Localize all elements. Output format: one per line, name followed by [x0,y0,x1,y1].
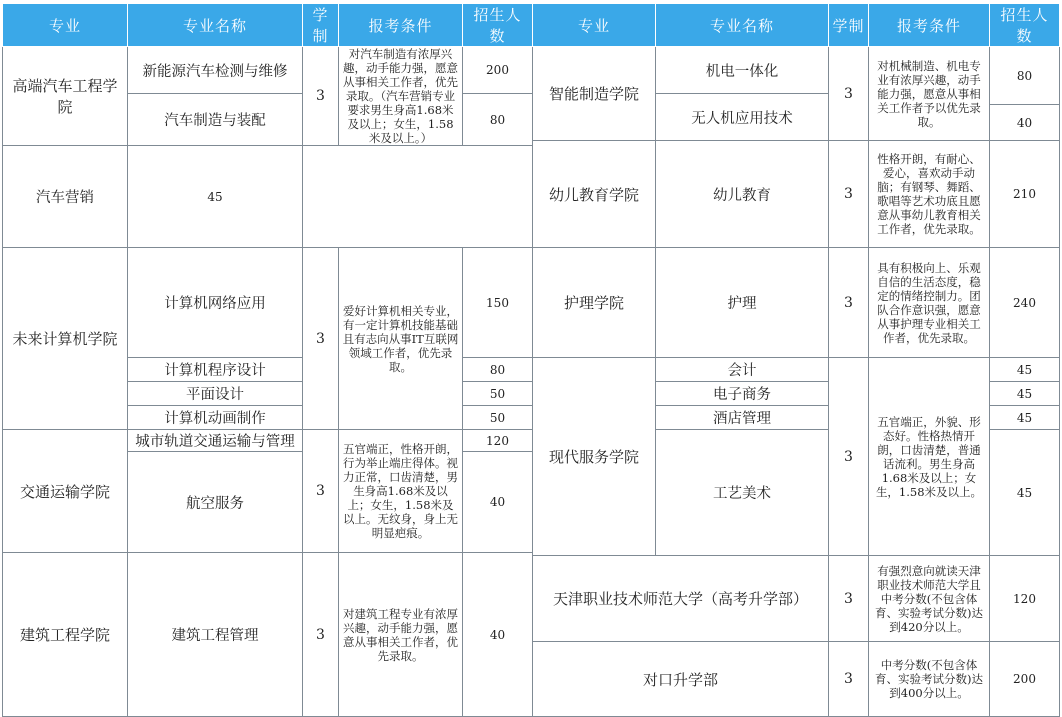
count-cell: 210 [990,141,1060,248]
header-major: 专业 [3,4,128,47]
condition-cell: 对汽车制造有浓厚兴趣，动手能力强，愿意从事相关工作者，优先录取。（汽车营销专业要求男生身高1.68米及以上；女生，1.58米及以上。） [339,47,463,146]
college-cell: 现代服务学院 [533,358,656,556]
years-cell: 3 [303,430,339,553]
college-cell: 幼儿教育学院 [533,141,656,248]
condition-cell: 五官端正，外貌、形态好。性格热情开朗，口齿清楚，普通话流利。男生身高1.68米及以上；女生，1.58米及以上。 [869,358,990,556]
condition-cell: 爱好计算机相关专业，有一定计算机技能基础且有志向从事IT互联网领域工作者，优先录取。 [339,248,463,430]
college-cell: 护理学院 [533,248,656,358]
years-cell: 3 [303,47,339,146]
major-cell: 汽车制造与装配 [128,94,303,146]
count-cell: 45 [990,430,1060,556]
count-cell: 45 [990,358,1060,382]
count-cell: 40 [463,553,533,717]
major-cell: 酒店管理 [656,406,829,430]
college-cell: 交通运输学院 [3,430,128,553]
count-cell: 120 [463,430,533,452]
major-cell: 城市轨道交通运输与管理 [128,430,303,452]
header-row [3,4,1060,47]
major-cell: 计算机动画制作 [128,406,303,430]
major-cell: 计算机网络应用 [128,248,303,358]
header-count: 招生人数 [990,4,1060,47]
header-major-name: 专业名称 [128,4,303,47]
major-cell: 电子商务 [656,382,829,406]
count-cell: 40 [463,452,533,553]
table-row [3,248,1060,358]
condition-cell: 对建筑工程专业有浓厚兴趣，动手能力强，愿意从事相关工作者，优先录取。 [339,553,463,717]
count-cell: 45 [128,146,303,248]
header-years: 学制 [303,4,339,47]
count-cell: 40 [990,105,1060,141]
program-cell: 天津职业技术师范大学（高考升学部） [533,556,829,642]
years-cell: 3 [829,141,869,248]
header-major-name: 专业名称 [656,4,829,47]
years-cell: 3 [303,248,339,430]
years-cell: 3 [303,553,339,717]
header-condition: 报考条件 [339,4,463,47]
major-cell: 机电一体化 [656,47,829,94]
years-cell: 3 [829,47,869,141]
major-cell: 幼儿教育 [656,141,829,248]
major-cell: 建筑工程管理 [128,553,303,717]
header-condition: 报考条件 [869,4,990,47]
count-cell: 50 [463,382,533,406]
count-cell: 120 [990,556,1060,642]
years-cell: 3 [829,358,869,556]
count-cell: 80 [463,358,533,382]
condition-cell: 性格开朗，有耐心、爱心，喜欢动手动脑；有钢琴、舞蹈、歌唱等艺术功底且愿意从事幼儿教育相关工作者，优先录取。 [869,141,990,248]
college-cell: 高端汽车工程学院 [3,47,128,146]
count-cell: 80 [990,47,1060,105]
header-major: 专业 [533,4,656,47]
count-cell: 80 [463,94,533,146]
major-cell: 平面设计 [128,382,303,406]
table-row [3,47,1060,71]
major-cell: 护理 [656,248,829,358]
header-years: 学制 [829,4,869,47]
major-cell: 汽车营销 [3,146,128,248]
program-cell: 对口升学部 [533,642,829,717]
condition-cell: 五官端正，性格开朗，行为举止端庄得体。视力正常，口齿清楚，男生身高1.68米及以上；女生，1.58米及以上。无纹身，身上无明显疤痕。 [339,430,463,553]
condition-cell: 有强烈意向就读天津职业技术师范大学且中考分数(不包含体育、实验考试分数)达到420分以上。 [869,556,990,642]
count-cell: 150 [463,248,533,358]
college-cell: 建筑工程学院 [3,553,128,717]
count-cell: 45 [990,382,1060,406]
college-cell: 未来计算机学院 [3,248,128,430]
major-cell: 新能源汽车检测与维修 [128,47,303,94]
table-row [3,358,1060,382]
years-cell: 3 [829,248,869,358]
count-cell: 200 [990,642,1060,717]
count-cell: 50 [463,406,533,430]
condition-cell: 对机械制造、机电专业有浓厚兴趣，动手能力强，愿意从事相关工作者予以优先录取。 [869,47,990,141]
enrollment-table [2,3,1060,717]
years-cell: 3 [829,642,869,717]
major-cell: 会计 [656,358,829,382]
count-cell: 200 [463,47,533,94]
major-cell: 工艺美术 [656,430,829,556]
major-cell: 计算机程序设计 [128,358,303,382]
major-cell: 无人机应用技术 [656,94,829,141]
count-cell: 45 [990,406,1060,430]
header-count: 招生人数 [463,4,533,47]
years-cell: 3 [829,556,869,642]
condition-cell: 中考分数(不包含体育、实验考试分数)达到400分以上。 [869,642,990,717]
major-cell: 航空服务 [128,452,303,553]
count-cell: 240 [990,248,1060,358]
condition-cell: 具有积极向上、乐观自信的生活态度，稳定的情绪控制力。团队合作意识强，愿意从事护理专业相关工作者，优先录取。 [869,248,990,358]
college-cell: 智能制造学院 [533,47,656,141]
